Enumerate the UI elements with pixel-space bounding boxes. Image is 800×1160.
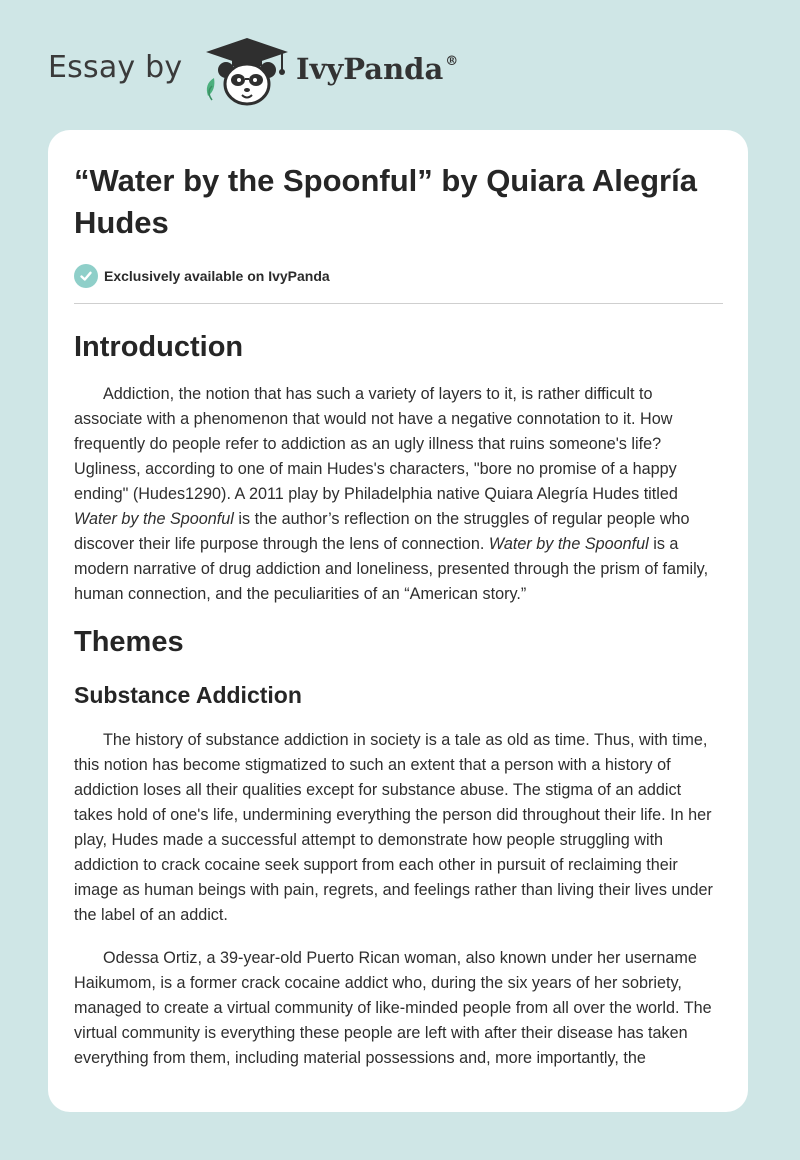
panda-graduate-icon[interactable] [202, 36, 292, 108]
themes-heading: Themes [74, 626, 184, 658]
check-icon [74, 264, 98, 288]
play-title-italic-1: Water by the Spoonful [74, 510, 234, 528]
introduction-heading: Introduction [74, 331, 244, 363]
intro-text-2: is the author’s reflection on the struggles of regular people who discover their life purpose through the lens of connection. [74, 510, 690, 553]
essay-card [48, 130, 748, 1112]
intro-text-1: Addiction, the notion that has such a variety of layers to it, is rather difficult to associate with a phenomenon that would not have a negative connotation to it. How frequently do people refer to addiction as an ugly illness that ruins someone's life? Ugliness, according to one of main Hudes's characters, "bore no promise of a happy ending" (Hudes1290). A 2011 play by Philadelphia native Quiara Alegría Hudes titled [74, 385, 678, 503]
play-title-italic-2: Water by the Spoonful [488, 535, 649, 553]
odessa-paragraph: Odessa Ortiz, a 39-year-old Puerto Rican woman, also known under her username Haikumom, is a former crack cocaine addict who, during the six years of her sobriety, managed to create a virtual community of like-minded people from all over the world. The virtual community is everything these people are left with after their disease has taken everything from them, including material possessions and, more importantly, the [74, 949, 712, 1067]
exclusive-badge [74, 262, 723, 290]
brand-text: IvyPanda [296, 52, 444, 86]
title-divider [74, 303, 723, 304]
trademark-mark: ® [445, 54, 459, 69]
exclusive-badge-text: Exclusively available on IvyPanda [104, 268, 330, 284]
substance-paragraph: The history of substance addiction in society is a tale as old as time. Thus, with time, this notion has become stigmatized to such an extent that a person with a history of addiction loses all their qualities except for substance abuse. The stigma of an addict takes hold of one's life, undermining everything the person did throughout their life. In her play, Hudes made a successful attempt to demonstrate how people struggling with addiction to crack cocaine seek support from each other in pursuit of reclaiming their image as human beings with pain, regrets, and feelings rather than living their lives under the label of an addict. [74, 731, 713, 924]
intro-text-3: is a modern narrative of drug addiction and loneliness, presented through the prism of family, human connection, and the peculiarities of an “American story.” [74, 535, 709, 603]
essay-content [74, 160, 723, 1071]
brand-name[interactable] [296, 52, 458, 86]
essay-by-label: Essay by [48, 50, 183, 85]
essay-title: “Water by the Spoonful” by Quiara Alegría Hudes [74, 163, 697, 240]
introduction-paragraph [74, 382, 723, 607]
site-header [0, 0, 800, 130]
substance-addiction-heading: Substance Addiction [74, 682, 302, 708]
